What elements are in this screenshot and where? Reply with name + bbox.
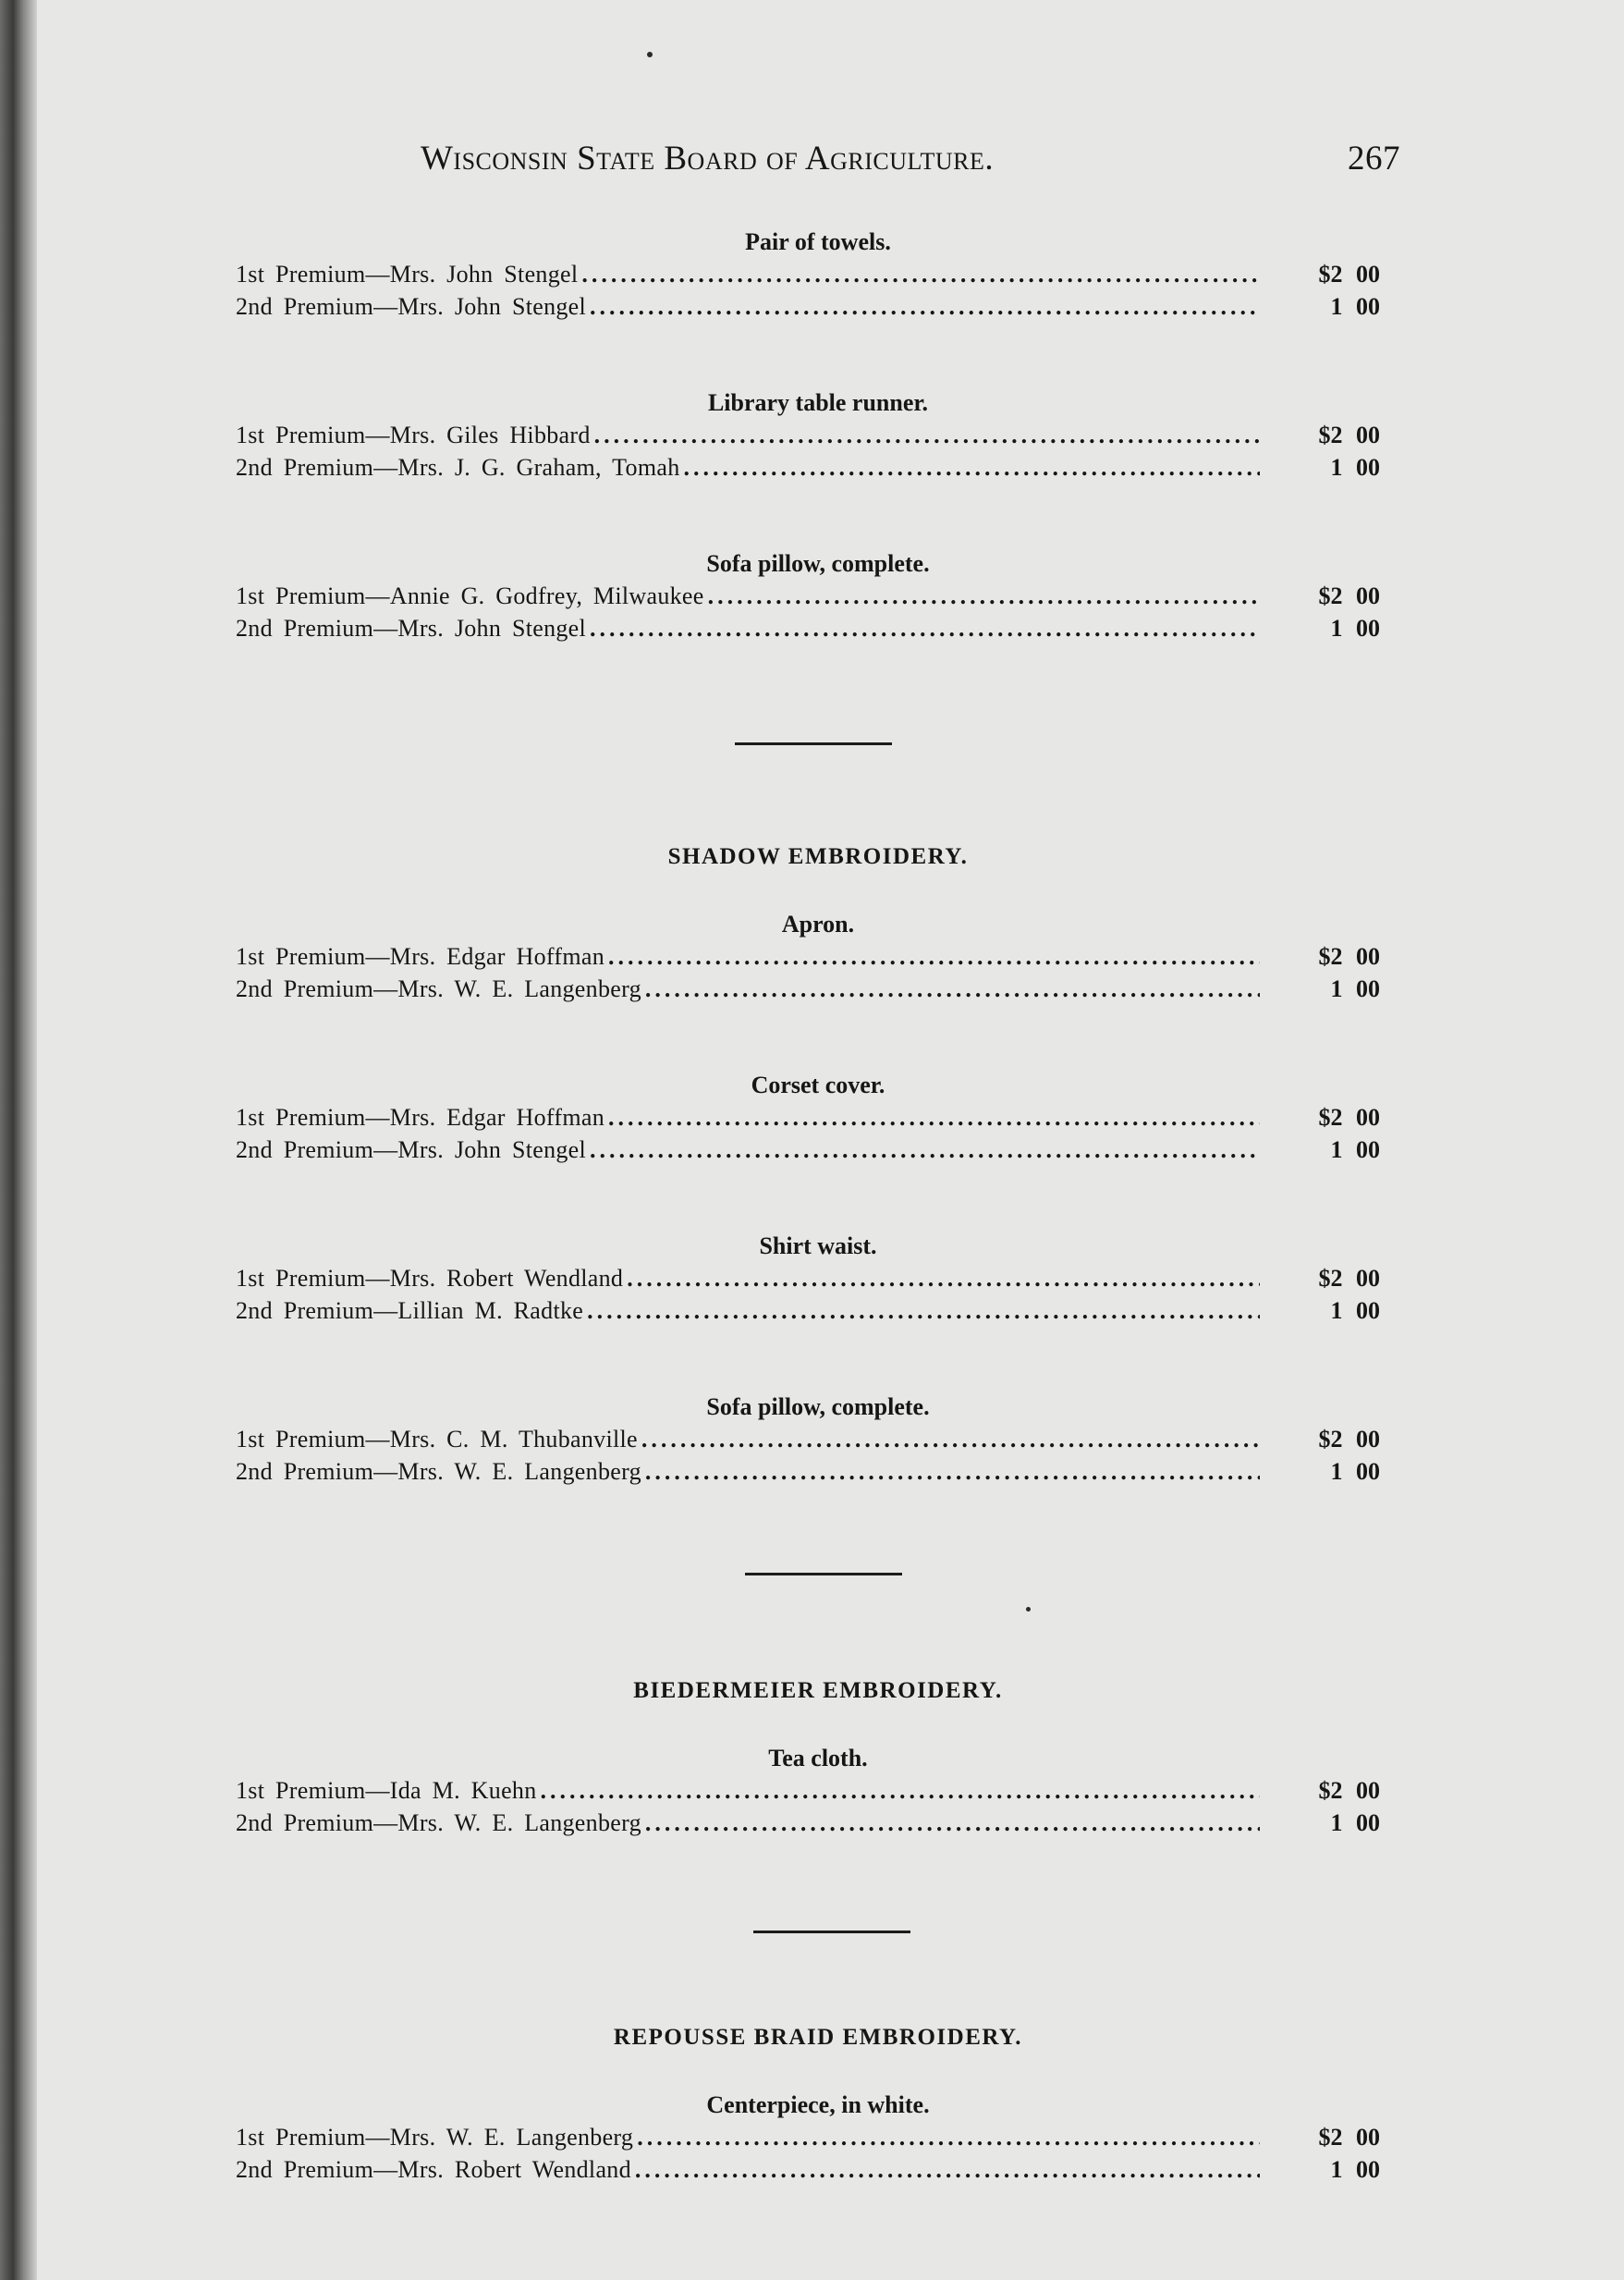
category-title: Centerpiece, in white. (706, 2091, 930, 2118)
premium-entry (236, 2121, 1260, 2153)
dot-leader (708, 580, 1260, 612)
premium-row (231, 2121, 1405, 2153)
category-title: Corset cover. (751, 1072, 885, 1098)
premium-amount: 1 00 (1330, 1136, 1380, 1163)
premium-amount: $2 00 (1318, 2124, 1380, 2151)
premium-amount: 1 00 (1330, 1458, 1380, 1485)
premium-entry (236, 1294, 1260, 1327)
premium-entry (236, 290, 1260, 323)
premium-group (231, 227, 1405, 709)
premium-group (231, 844, 1405, 1552)
section-heading: BIEDERMEIER EMBROIDERY. (633, 1678, 1003, 1703)
dot-leader (641, 1423, 1260, 1455)
premium-entry (236, 419, 1260, 451)
premium-label: 2nd Premium—Mrs. W. E. Langenberg (236, 1458, 641, 1485)
premium-amount: $2 00 (1318, 261, 1380, 288)
premium-entry (236, 1455, 1260, 1488)
dot-leader (637, 2121, 1260, 2153)
premium-amount: $2 00 (1318, 1265, 1380, 1292)
premium-category (231, 909, 1405, 1070)
premium-entry (236, 580, 1260, 612)
premium-label: 2nd Premium—Mrs. W. E. Langenberg (236, 1809, 641, 1836)
premium-entry (236, 940, 1260, 973)
premium-label: 2nd Premium—Lillian M. Radtke (236, 1297, 584, 1324)
premium-row (231, 451, 1405, 484)
section-heading: REPOUSSE BRAID EMBROIDERY. (613, 2025, 1023, 2050)
running-head (421, 139, 1400, 185)
category-title: Library table runner. (707, 389, 929, 416)
premium-category (231, 1743, 1405, 1904)
premium-label: 1st Premium—Annie G. Godfrey, Milwaukee (236, 582, 704, 609)
premium-amount: $2 00 (1318, 1777, 1380, 1804)
premium-row (231, 1455, 1405, 1488)
premium-row (231, 2153, 1405, 2186)
dot-leader (684, 451, 1260, 484)
premium-row (231, 940, 1405, 973)
premium-row (231, 419, 1405, 451)
premium-row (231, 973, 1405, 1005)
running-head-title: Wisconsin State Board of Agriculture. (421, 140, 995, 178)
premium-row (231, 1294, 1405, 1327)
premium-row (231, 290, 1405, 323)
category-title: Shirt waist. (759, 1232, 877, 1259)
premium-entry (236, 1423, 1260, 1455)
book-spine-shadow (0, 0, 37, 2280)
section-divider (745, 1573, 902, 1575)
section-heading: SHADOW EMBROIDERY. (667, 844, 969, 869)
premium-amount: $2 00 (1318, 422, 1380, 448)
premium-label: 1st Premium—Mrs. Robert Wendland (236, 1265, 624, 1292)
premium-category (231, 1070, 1405, 1231)
premium-group (231, 1678, 1405, 1904)
premium-label: 2nd Premium—Mrs. Robert Wendland (236, 2156, 631, 2183)
premium-entry (236, 1134, 1260, 1166)
premium-entry (236, 1774, 1260, 1807)
premium-row (231, 1134, 1405, 1166)
category-title: Sofa pillow, complete. (706, 1393, 930, 1420)
premium-amount: $2 00 (1318, 1104, 1380, 1131)
premium-row (231, 1262, 1405, 1294)
dot-leader (590, 612, 1260, 644)
premium-label: 2nd Premium—Mrs. John Stengel (236, 293, 587, 320)
premium-row (231, 1774, 1405, 1807)
premium-amount: 1 00 (1330, 2156, 1380, 2183)
premium-entry (236, 1807, 1260, 1839)
premium-category (231, 1231, 1405, 1391)
dot-leader (608, 940, 1260, 973)
premium-label: 2nd Premium—Mrs. John Stengel (236, 1136, 587, 1163)
section-divider (753, 1931, 910, 1933)
premium-row (231, 612, 1405, 644)
premium-label: 1st Premium—Mrs. W. E. Langenberg (236, 2124, 634, 2151)
premium-label: 1st Premium—Mrs. John Stengel (236, 261, 579, 288)
premium-amount: 1 00 (1330, 454, 1380, 481)
premium-label: 2nd Premium—Mrs. John Stengel (236, 615, 587, 642)
category-title: Sofa pillow, complete. (706, 550, 930, 577)
dot-leader (581, 258, 1260, 290)
dot-leader (645, 1807, 1260, 1839)
premium-label: 1st Premium—Mrs. Giles Hibbard (236, 422, 591, 448)
premium-amount: 1 00 (1330, 1809, 1380, 1836)
premium-row (231, 1807, 1405, 1839)
premium-amount: 1 00 (1330, 975, 1380, 1002)
premium-amount: $2 00 (1318, 1426, 1380, 1453)
premium-entry (236, 2153, 1260, 2186)
premium-row (231, 258, 1405, 290)
premium-category (231, 548, 1405, 709)
dot-leader (627, 1262, 1260, 1294)
premium-amount: 1 00 (1330, 615, 1380, 642)
premium-amount: $2 00 (1318, 582, 1380, 609)
dot-leader (541, 1774, 1260, 1807)
dot-leader (635, 2153, 1260, 2186)
dot-leader (590, 290, 1260, 323)
dot-leader (645, 1455, 1260, 1488)
premium-label: 1st Premium—Ida M. Kuehn (236, 1777, 537, 1804)
premium-label: 1st Premium—Mrs. Edgar Hoffman (236, 943, 605, 970)
premium-amount: 1 00 (1330, 293, 1380, 320)
premium-entry (236, 612, 1260, 644)
dot-leader (590, 1134, 1260, 1166)
book-page (231, 0, 1405, 2280)
dot-leader (645, 973, 1260, 1005)
premium-group (231, 2025, 1405, 2250)
premium-row (231, 580, 1405, 612)
premium-amount: $2 00 (1318, 943, 1380, 970)
dot-leader (608, 1101, 1260, 1134)
dot-leader (587, 1294, 1260, 1327)
premium-category (231, 1391, 1405, 1552)
premium-row (231, 1101, 1405, 1134)
premium-entry (236, 1262, 1260, 1294)
premium-entry (236, 1101, 1260, 1134)
premium-label: 1st Premium—Mrs. Edgar Hoffman (236, 1104, 605, 1131)
premium-label: 2nd Premium—Mrs. J. G. Graham, Tomah (236, 454, 680, 481)
category-title: Tea cloth. (768, 1745, 868, 1771)
premium-entry (236, 451, 1260, 484)
page-number: 267 (1348, 140, 1400, 178)
premium-category (231, 2090, 1405, 2250)
premium-label: 1st Premium—Mrs. C. M. Thubanville (236, 1426, 638, 1453)
premium-category (231, 387, 1405, 548)
premium-amount: 1 00 (1330, 1297, 1380, 1324)
premium-entry (236, 973, 1260, 1005)
category-title: Apron. (781, 911, 855, 938)
premium-row (231, 1423, 1405, 1455)
premium-label: 2nd Premium—Mrs. W. E. Langenberg (236, 975, 641, 1002)
section-divider (735, 742, 892, 745)
premium-category (231, 227, 1405, 387)
category-title: Pair of towels. (745, 228, 891, 255)
premium-entry (236, 258, 1260, 290)
dot-leader (594, 419, 1260, 451)
